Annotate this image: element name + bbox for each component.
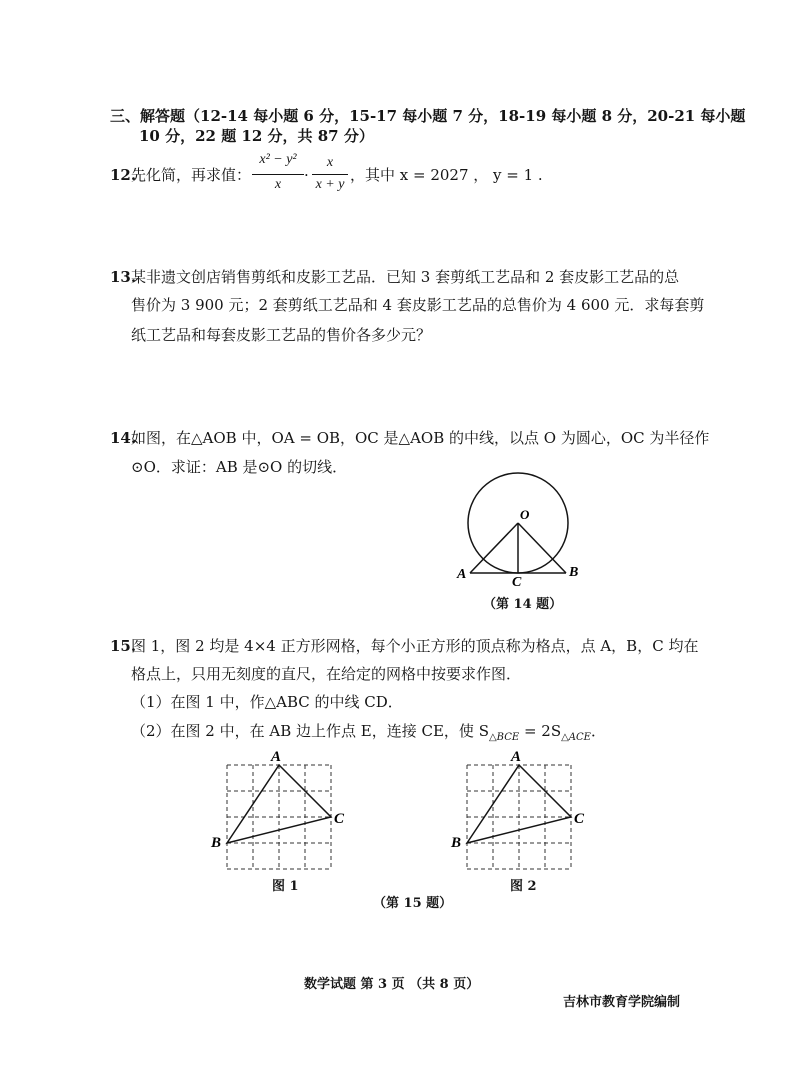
q14-line1: 如图，在△AOB 中，OA = OB，OC 是△AOB 的中线，以点 O 为圆心，OC 为半径作 xyxy=(131,429,710,447)
q12-frac2-bar xyxy=(312,174,348,175)
q13-line2: 售价为 3 900 元；2 套剪纸工艺品和 4 套皮影工艺品的总售价为 4 600 元．求每套剪 xyxy=(131,296,705,314)
section-title-cont: 10 分，22 题 12 分，共 87 分） xyxy=(139,127,374,145)
q14-circle xyxy=(468,473,568,573)
q14-segment-oa xyxy=(470,523,518,573)
fig2-grid xyxy=(467,765,571,869)
fig2-label-b: B xyxy=(451,835,462,851)
section-title: 三、解答题（12-14 每小题 6 分，15-17 每小题 7 分，18-19 每小题 8 分，20-21 每小题 xyxy=(110,107,746,125)
q15-part2-sub-ace: △ACE xyxy=(561,732,591,743)
q15-number: 15. xyxy=(110,637,137,655)
q12-frac1-bar xyxy=(252,174,304,175)
q14-label-b: B xyxy=(569,565,579,580)
fig2-triangle-abc xyxy=(467,765,571,843)
q15-part2-text: （2）在图 2 中，在 AB 边上作点 E，连接 CE，使 S xyxy=(131,722,489,740)
q14-label-c: C xyxy=(512,575,522,590)
q15-part2-sub-bce: △BCE xyxy=(488,732,520,743)
q14-label-a: A xyxy=(457,567,467,582)
footer-publisher: 吉林市教育学院编制 xyxy=(563,995,681,1010)
q15-part1: （1）在图 1 中，作△ABC 的中线 CD． xyxy=(131,693,403,711)
q12-text: 先化简，再求值： xyxy=(131,166,252,184)
q13-number: 13. xyxy=(110,268,137,286)
q13-line3: 纸工艺品和每套皮影工艺品的售价各多少元？ xyxy=(131,326,432,344)
q12-number: 12. xyxy=(110,166,137,184)
footer-page-number: 数学试题 第 3 页 （共 8 页） xyxy=(304,977,480,992)
q12-frac2-numerator: x xyxy=(326,155,334,170)
fig1-caption: 图 1 xyxy=(272,879,299,894)
q14-segment-ob xyxy=(518,523,566,573)
q12-dot: · xyxy=(304,166,309,184)
q14-label-o: O xyxy=(520,507,530,522)
q14-line2: ⊙O．求证：AB 是⊙O 的切线． xyxy=(131,458,348,476)
q14-caption: （第 14 题） xyxy=(483,597,563,612)
q13-line1: 某非遗文创店销售剪纸和皮影工艺品．已知 3 套剪纸工艺品和 2 套皮影工艺品的总 xyxy=(131,268,680,286)
q12-frac2-denominator: x + y xyxy=(315,177,345,192)
fig1-label-a: A xyxy=(271,749,282,765)
q15-line1: 图 1，图 2 均是 4×4 正方形网格，每个小正方形的顶点称为格点，点 A，B，C 均在 xyxy=(131,637,699,655)
q14-number: 14. xyxy=(110,429,137,447)
q15-part2-end: ． xyxy=(590,722,606,740)
q15-line2: 格点上，只用无刻度的直尺，在给定的网格中按要求作图． xyxy=(131,665,522,683)
fig2-label-a: A xyxy=(511,749,522,765)
fig2-label-c: C xyxy=(574,811,585,827)
q12-condition: ，其中 x = 2027 ， y = 1 . xyxy=(350,166,543,184)
fig1-triangle-abc xyxy=(227,765,331,843)
q15-caption: （第 15 题） xyxy=(373,896,453,911)
fig1-label-c: C xyxy=(334,811,345,827)
fig2-caption: 图 2 xyxy=(510,879,537,894)
q12-frac1-denominator: x xyxy=(274,177,282,192)
q15-part2 xyxy=(131,721,606,748)
q12-frac1-numerator: x² − y² xyxy=(259,152,297,167)
q15-part2-mid: = 2S xyxy=(519,722,562,740)
fig1-label-b: B xyxy=(211,835,222,851)
fig1-grid xyxy=(227,765,331,869)
